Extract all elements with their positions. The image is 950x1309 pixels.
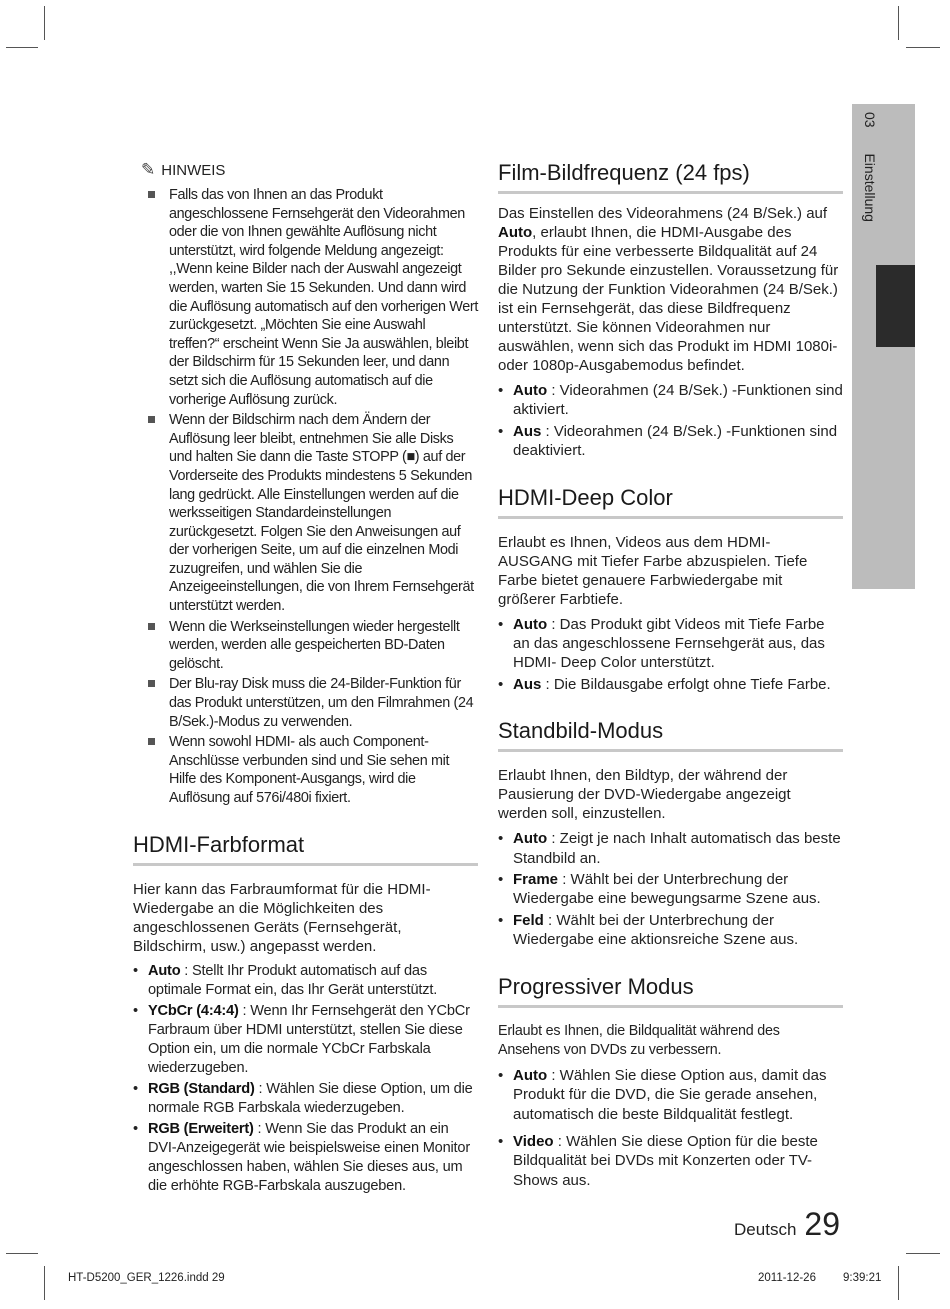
option-list xyxy=(498,615,843,695)
section-intro: Erlaubt Ihnen, den Bildtyp, der während der Pausierung der DVD-Wiedergabe angezeigt werden soll, einzustellen. xyxy=(498,767,791,823)
chapter-label xyxy=(862,112,878,222)
option-list xyxy=(498,381,843,461)
option-item: • Frame : Wählt bei der Unterbrechung der Wiedergabe eine bewegungsarme Szene aus. xyxy=(498,870,843,909)
right-column xyxy=(498,160,843,1192)
section-intro: Hier kann das Farbraumformat für die HDMI-Wiedergabe an die Möglichkeiten des angeschlossenen Geräts (Fernsehgerät, Bildschirm, usw.) angepasst werden. xyxy=(133,880,431,955)
crop-mark xyxy=(898,1266,899,1300)
section-title-film-bildfrequenz: Film-Bildfrequenz (24 fps) xyxy=(498,160,843,194)
footer-language: Deutsch xyxy=(734,1220,797,1239)
option-list xyxy=(133,962,478,1196)
page-footer xyxy=(734,1206,840,1243)
note-heading-label: HINWEIS xyxy=(161,161,226,179)
crop-mark xyxy=(906,1253,940,1254)
note-list xyxy=(133,186,478,808)
crop-mark xyxy=(6,1253,38,1254)
slug-date: 2011-12-26 xyxy=(758,1272,816,1284)
option-item: • Feld : Wählt bei der Unterbrechung der Wiedergabe eine aktionsreiche Szene aus. xyxy=(498,911,843,950)
note-item: Falls das von Ihnen an das Produkt angeschlossene Fernsehgerät den Videorahmen oder die von Ihnen gewählte Auflösung nicht unterstützt, wird folgende Meldung angezeigt: ,,Wenn keine Bilder nach der Auswahl angezeigt werden, warten Sie 15 Sekunden. Und dann wird die Auflösung automatisch auf den vorherigen Wert zurückgesetzt. „Möchten Sie eine Auswahl treffen?“ erscheint Wenn Sie Ja auswählen, bleibt der Bildschirm für 15 Sekunden leer, und dann setzt sich die Auflösung automatisch auf die vorherige Auflösung zurück. xyxy=(133,186,478,409)
slug-time: 9:39:21 xyxy=(843,1272,882,1284)
note-heading xyxy=(141,160,478,180)
note-item: Wenn sowohl HDMI- als auch Component-Anschlüsse verbunden sind und Sie sehen mit Hilfe des Komponent-Ausgangs, wird die Auflösung auf 576i/480i fixiert. xyxy=(133,733,478,807)
crop-mark xyxy=(6,47,38,48)
crop-mark xyxy=(44,6,45,40)
crop-mark xyxy=(906,47,940,48)
slug-filename: HT-D5200_GER_1226.indd 29 xyxy=(68,1272,225,1284)
note-item: Wenn der Bildschirm nach dem Ändern der Auflösung leer bleibt, entnehmen Sie alle Disks und halten Sie dann die Taste STOPP (■) auf der Vorderseite des Produkts mindestens 5 Sekunden lang gedrückt. Alle Einstellungen werden auf die werksseitigen Standardeinstellungen zurückgesetzt. Folgen Sie den Anweisungen auf der vorherigen Seite, um auf die einzelnen Modi zuzugreifen, und wählen Sie die Anzeigeeinstellungen, die von Ihrem Fernsehgerät unterstützt werden. xyxy=(133,411,478,616)
crop-mark xyxy=(44,1266,45,1300)
section-intro: Erlaubt es Ihnen, Videos aus dem HDMI-AUSGANG mit Tiefer Farbe abzuspielen. Tiefe Farbe bietet genauere Farbwiedergabe mit größerer Farbtiefe. xyxy=(498,533,808,608)
option-item: • Aus : Videorahmen (24 B/Sek.) -Funktionen sind deaktiviert. xyxy=(498,422,843,461)
option-item: • Aus : Die Bildausgabe erfolgt ohne Tiefe Farbe. xyxy=(498,675,843,694)
option-item: • RGB (Standard) : Wählen Sie diese Option, um die normale RGB Farbskala wiederzugeben. xyxy=(133,1080,478,1118)
option-item: • Auto : Wählen Sie diese Option aus, damit das Produkt für die DVD, die Sie gerade ansehen, automatisch die beste Bildqualität festlegt. xyxy=(498,1066,843,1124)
square-bullet-icon xyxy=(148,680,155,687)
note-item: Der Blu-ray Disk muss die 24-Bilder-Funktion für das Produkt unterstützen, um den Filmrahmen (24 B/Sek.)-Modus zu verwenden. xyxy=(133,675,478,731)
page-number: 29 xyxy=(804,1206,840,1242)
section-intro: Das Einstellen des Videorahmens (24 B/Sek.) auf Auto, erlaubt Ihnen, die HDMI-Ausgabe des Produkts für eine verbesserte Bildqualität auf 24 Bilder pro Sekunde einzustellen. Voraussetzung für die Nutzung der Funktion Videorahmen (24 B/Sek.) ist ein Fernsehgerät, das diese Bildfrequenz unterstützt. Sie können Videorahmen nur auswählen, wenn sich das Produkt im HDMI 1080i- oder 1080p-Ausgabemodus befindet. xyxy=(498,205,839,374)
option-item: • Video : Wählen Sie diese Option für die beste Bildqualität bei DVDs mit Konzerten oder TV-Shows aus. xyxy=(498,1132,843,1190)
chapter-tab-marker xyxy=(876,265,915,347)
chapter-number: 03 xyxy=(862,112,878,128)
square-bullet-icon xyxy=(148,738,155,745)
section-title-hdmi-farbformat: HDMI-Farbformat xyxy=(133,832,478,866)
note-item: Wenn die Werkseinstellungen wieder hergestellt werden, werden alle gespeicherten BD-Daten gelöscht. xyxy=(133,618,478,674)
chapter-title: Einstellung xyxy=(862,153,878,222)
section-title-standbild: Standbild-Modus xyxy=(498,718,843,752)
crop-mark xyxy=(898,6,899,40)
section-title-hdmi-deep-color: HDMI-Deep Color xyxy=(498,485,843,519)
option-item: • Auto : Stellt Ihr Produkt automatisch auf das optimale Format ein, das Ihr Gerät unterstützt. xyxy=(133,962,478,1000)
left-column xyxy=(133,160,478,1198)
pencil-icon: ✎ xyxy=(141,160,156,179)
square-bullet-icon xyxy=(148,416,155,423)
option-item: • YCbCr (4:4:4) : Wenn Ihr Fernsehgerät den YCbCr Farbraum über HDMI unterstützt, stellen Sie diese Option ein, um die normale YCbCr Farbskala wiederzugeben. xyxy=(133,1002,478,1078)
option-list xyxy=(498,829,843,949)
option-item: • RGB (Erweitert) : Wenn Sie das Produkt an ein DVI-Anzeigegerät wie beispielsweise einen Monitor angeschlossen haben, wählen Sie dieses aus, um die erhöhte RGB-Farbskala auszugeben. xyxy=(133,1120,478,1196)
option-item: • Auto : Das Produkt gibt Videos mit Tiefe Farbe an das angeschlossene Fernsehgerät aus, das HDMI- Deep Color unterstützt. xyxy=(498,615,843,673)
option-list xyxy=(498,1066,843,1190)
square-bullet-icon xyxy=(148,191,155,198)
section-title-progressiv: Progressiver Modus xyxy=(498,974,843,1008)
option-item: • Auto : Zeigt je nach Inhalt automatisch das beste Standbild an. xyxy=(498,829,843,868)
square-bullet-icon xyxy=(148,623,155,630)
option-item: • Auto : Videorahmen (24 B/Sek.) -Funktionen sind aktiviert. xyxy=(498,381,843,420)
section-intro: Erlaubt es Ihnen, die Bildqualität während des Ansehens von DVDs zu verbessern. xyxy=(498,1022,780,1058)
